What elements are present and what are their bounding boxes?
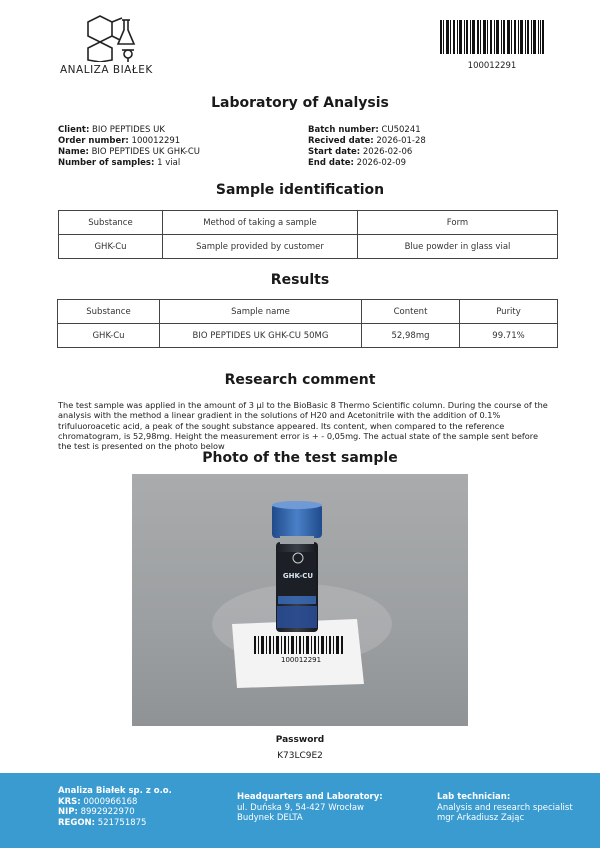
table-header-cell: Substance [59,211,163,235]
photo-barcode-number: 100012291 [281,656,322,664]
nip-value: 8992922970 [80,807,135,817]
table-header-cell: Method of taking a sample [163,211,358,235]
table-header-cell: Substance [58,300,160,324]
samples-value: 1 vial [157,158,181,168]
table-header-cell: Content [362,300,460,324]
table-cell: 99.71% [460,324,558,348]
sample-identification-heading: Sample identification [215,182,385,198]
order-row [58,136,200,147]
footer-headquarters [237,792,383,824]
client-value: BIO PEPTIDES UK [92,125,165,135]
received-value: 2026-01-28 [376,136,426,146]
table-row [58,324,558,348]
page-title: Laboratory of Analysis [211,95,389,111]
table-header-row [59,211,558,235]
end-label: End date: [308,158,354,168]
start-label: Start date: [308,147,361,157]
hq-address: ul. Duńska 9, 54-427 Wrocław [237,802,364,813]
research-comment-heading: Research comment [224,372,376,388]
order-info-left [58,125,200,169]
krs-label: KRS: [58,796,81,807]
start-value: 2026-02-06 [362,147,413,157]
client-row [58,125,200,136]
received-label: Recived date: [308,136,374,146]
table-cell: Blue powder in glass vial [358,235,558,259]
table-cell: GHK-Cu [58,324,160,348]
name-value: BIO PEPTIDES UK GHK-CU [91,147,201,157]
batch-row [308,125,426,136]
order-info-right [308,125,426,169]
sample-photo [132,474,468,726]
footer-company [58,786,172,828]
table-cell: 52,98mg [362,324,460,348]
order-label: Order number: [58,136,129,146]
company-name: Analiza Białek sp. z o.o. [58,786,172,796]
hq-building: Budynek DELTA [237,813,303,823]
table-row [59,235,558,259]
batch-value: CU50241 [381,125,421,135]
regon-label: REGON: [58,817,96,828]
results-table [57,299,558,348]
barcode-icon [440,20,544,54]
barcode [440,20,544,71]
vial-label-text: GHK-CU [282,572,314,580]
password-value: K73LC9E2 [277,751,323,761]
table-header-row [58,300,558,324]
table-header-cell: Sample name [160,300,362,324]
sample-identification-table [58,210,558,259]
photo-heading: Photo of the test sample [202,450,398,466]
tech-label: Lab technician: [437,792,511,802]
end-value: 2026-02-09 [356,158,407,168]
vial-photo-image [132,474,468,726]
molecule-flask-icon [78,14,142,62]
nip-label: NIP: [58,807,78,817]
received-row [308,136,426,147]
tech-role: Analysis and research specialist [437,802,573,813]
logo-text: ANALIZA BIAŁEK [60,64,153,76]
end-row [308,158,426,169]
results-heading: Results [270,272,330,288]
samples-row [58,158,200,169]
footer-technician [437,792,573,824]
start-row [308,147,426,158]
batch-label: Batch number: [308,125,379,135]
company-logo [60,14,160,76]
table-header-cell: Purity [460,300,558,324]
table-header-cell: Form [358,211,558,235]
order-value: 100012291 [131,136,181,146]
footer [0,773,600,848]
password-label: Password [275,735,325,745]
name-row [58,147,200,158]
barcode-number: 100012291 [467,61,517,71]
table-cell: BIO PEPTIDES UK GHK-CU 50MG [160,324,362,348]
research-comment-text: The test sample was applied in the amount of 3 µl to the BioBasic 8 Thermo Scientific column. During the course of the analysis with the method a linear gradient in the solutions of H20 and Acetonitrile with the addition of 0.1% trifuluoroacetic acid, a peak of the sought substance appeared. Its content, when compared to the reference chromatogram, is 52,98mg. Height the measurement error is + - 0,05mg. The actual state of the sample sent before the test is presented on the photo below [58,400,548,452]
client-label: Client: [58,125,90,135]
tech-name: mgr Arkadiusz Zając [437,813,525,823]
hq-label: Headquarters and Laboratory: [237,792,383,802]
krs-value: 0000966168 [83,796,138,807]
table-cell: Sample provided by customer [163,235,358,259]
name-label: Name: [58,147,89,157]
samples-label: Number of samples: [58,158,155,168]
regon-value: 521751875 [97,817,147,828]
table-cell: GHK-Cu [59,235,163,259]
